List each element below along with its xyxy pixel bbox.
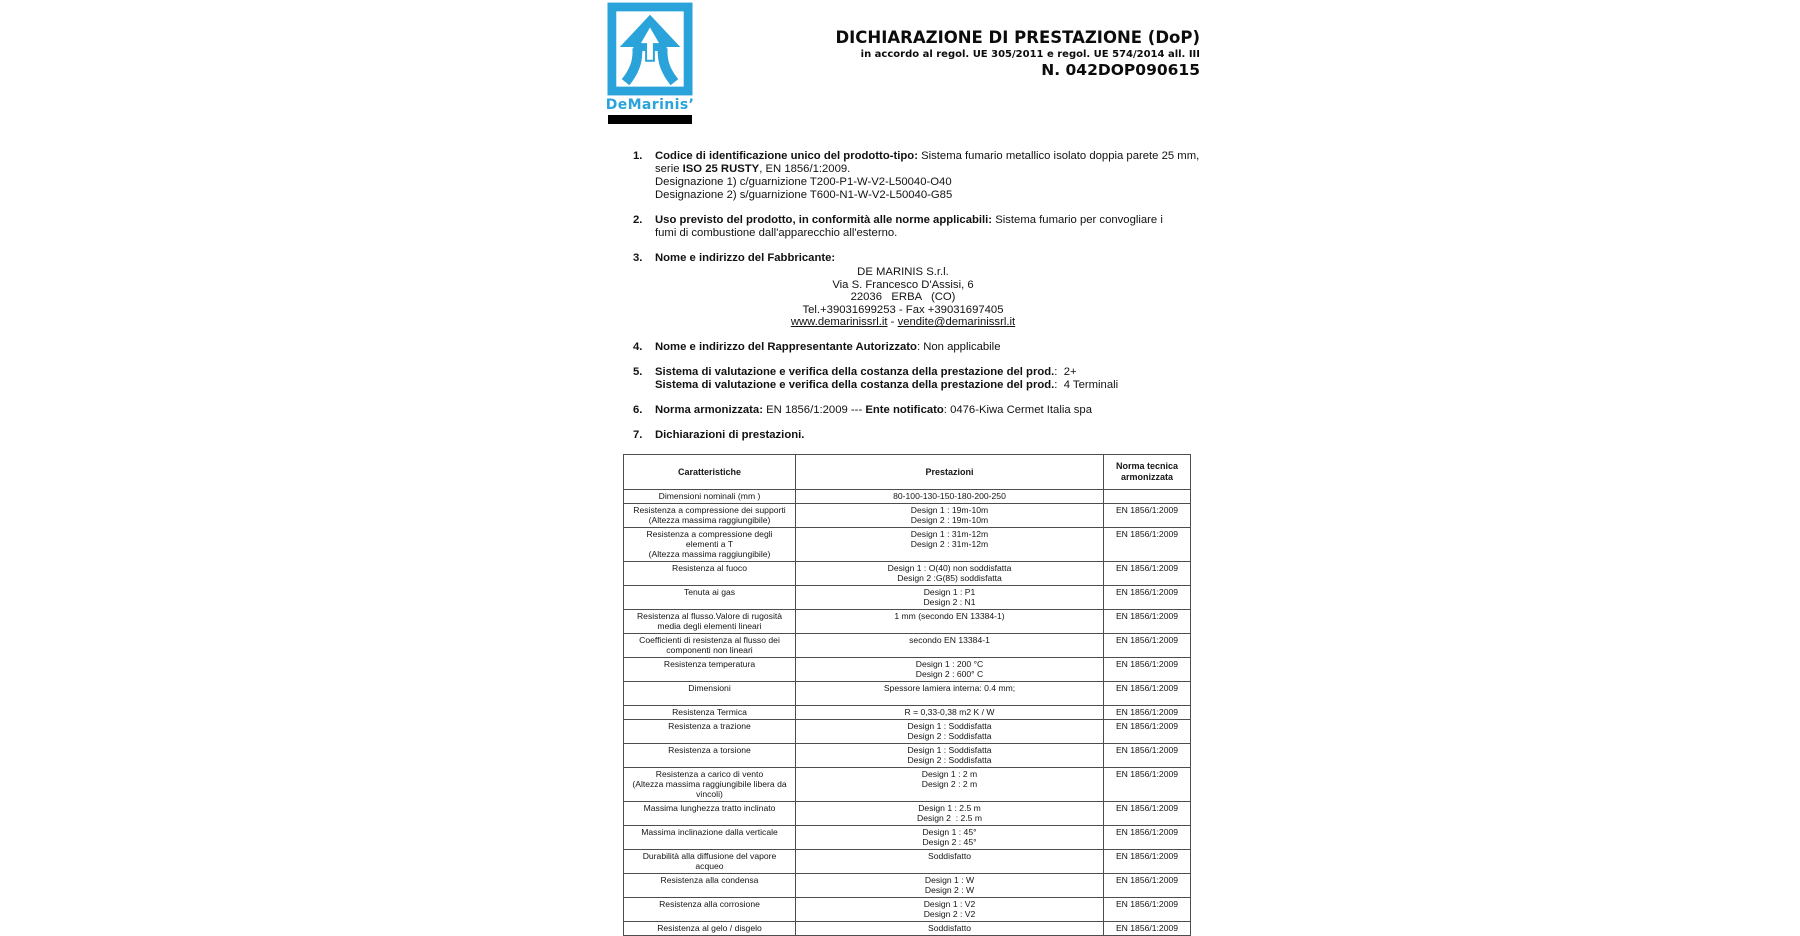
norma-cell: EN 1856/1:2009 (1104, 609, 1191, 633)
norma-cell: EN 1856/1:2009 (1104, 743, 1191, 767)
prestazioni-cell: Design 1 : 200 °C Design 2 : 600° C (796, 657, 1104, 681)
item-text (655, 366, 1201, 392)
norma-cell: EN 1856/1:2009 (1104, 657, 1191, 681)
caratteristiche-cell: Durabilità alla diffusione del vapore acqueo (624, 849, 796, 873)
caratteristiche-cell: Resistenza al fuoco (624, 561, 796, 585)
performance-table (623, 454, 1191, 936)
table-row (624, 633, 1191, 657)
prestazioni-cell: Design 1 : 19m-10m Design 2 : 19m-10m (796, 503, 1104, 527)
caratteristiche-cell: Resistenza al flusso.Valore di rugosità media degli elementi lineari (624, 609, 796, 633)
numbered-items (605, 150, 1201, 442)
caratteristiche-cell: Resistenza a compressione dei supporti (Altezza massima raggiungibile) (624, 503, 796, 527)
address-line: Via S. Francesco D'Assisi, 6 (832, 278, 974, 291)
caratteristiche-cell: Coefficienti di resistenza al flusso dei componenti non lineari (624, 633, 796, 657)
document-number: N. 042DOP090615 (1041, 61, 1200, 79)
table-row (624, 825, 1191, 849)
table-header-row (624, 454, 1191, 489)
table-row (624, 527, 1191, 561)
item-text-line: Norma armonizzata: EN 1856/1:2009 --- Ente notificato: 0476-Kiwa Cermet Italia spa (655, 403, 1092, 416)
table-row (624, 609, 1191, 633)
table-row (624, 561, 1191, 585)
prestazioni-cell: Design 1 : O(40) non soddisfatta Design 2 :G(85) soddisfatta (796, 561, 1104, 585)
prestazioni-cell: Design 1 : P1 Design 2 : N1 (796, 585, 1104, 609)
caratteristiche-cell: Resistenza a carico di vento (Altezza massima raggiungibile libera da vincoli) (624, 767, 796, 801)
prestazioni-cell: Design 1 : Soddisfatta Design 2 : Soddisfatta (796, 743, 1104, 767)
doc-item-1 (605, 150, 1201, 202)
norma-cell: EN 1856/1:2009 (1104, 801, 1191, 825)
caratteristiche-cell: Resistenza alla condensa (624, 873, 796, 897)
doc-item-6 (605, 404, 1201, 417)
doc-item-4 (605, 341, 1201, 354)
prestazioni-cell: Soddisfatto (796, 921, 1104, 935)
item-text-line: Nome e indirizzo del Fabbricante: (655, 252, 836, 264)
prestazioni-cell: R = 0,33-0,38 m2 K / W (796, 705, 1104, 719)
address-line: DE MARINIS S.r.l. (857, 266, 949, 278)
caratteristiche-cell: Massima inclinazione dalla verticale (624, 825, 796, 849)
address-line: 22036 ERBA (CO) (850, 291, 956, 304)
table-row (624, 657, 1191, 681)
manufacturer-email-link[interactable]: vendite@demarinissrl.it (897, 316, 1016, 329)
document-subtitle: in accordo al regol. UE 305/2011 e regol. UE 574/2014 all. III (860, 49, 1200, 60)
column-header-caratteristiche: Caratteristiche (624, 454, 796, 489)
doc-item-7 (605, 429, 1201, 442)
item-number: 4. (633, 340, 643, 353)
document-body (605, 150, 1201, 936)
address-line: Tel.+39031699253 - Fax +39031697405 (802, 303, 1004, 316)
table-row (624, 921, 1191, 935)
table-row (624, 767, 1191, 801)
doc-item-3 (605, 252, 1201, 329)
table-row (624, 681, 1191, 705)
prestazioni-cell: Design 1 : W Design 2 : W (796, 873, 1104, 897)
caratteristiche-cell: Resistenza a compressione degli elementi a T (Altezza massima raggiungibile) (624, 527, 796, 561)
caratteristiche-cell: Resistenza al gelo / disgelo (624, 921, 796, 935)
prestazioni-cell: 80-100-130-150-180-200-250 (796, 489, 1104, 503)
norma-cell: EN 1856/1:2009 (1104, 849, 1191, 873)
caratteristiche-cell: Resistenza a torsione (624, 743, 796, 767)
norma-cell (1104, 489, 1191, 503)
norma-cell: EN 1856/1:2009 (1104, 897, 1191, 921)
table-row (624, 503, 1191, 527)
table-row (624, 873, 1191, 897)
document-title: DICHIARAZIONE DI PRESTAZIONE (DoP) (835, 28, 1200, 47)
manufacturer-website-link[interactable]: www.demarinissrl.it (790, 316, 888, 329)
table-row (624, 743, 1191, 767)
norma-cell: EN 1856/1:2009 (1104, 633, 1191, 657)
norma-cell: EN 1856/1:2009 (1104, 719, 1191, 743)
norma-cell: EN 1856/1:2009 (1104, 585, 1191, 609)
prestazioni-cell: Design 1 : Soddisfatta Design 2 : Soddisfatta (796, 719, 1104, 743)
doc-item-5 (605, 366, 1201, 392)
prestazioni-cell: Soddisfatto (796, 849, 1104, 873)
prestazioni-cell: Spessore lamiera interna: 0.4 mm; (796, 681, 1104, 705)
item-text-line: Sistema di valutazione e verifica della costanza della prestazione del prod.: 2+ (655, 365, 1077, 378)
prestazioni-cell: Design 1 : 45° Design 2 : 45° (796, 825, 1104, 849)
prestazioni-cell: Design 1 : V2 Design 2 : V2 (796, 897, 1104, 921)
table-row (624, 705, 1191, 719)
doc-item-2 (605, 214, 1201, 240)
item-text (655, 150, 1201, 202)
prestazioni-cell: 1 mm (secondo EN 13384-1) (796, 609, 1104, 633)
table-row (624, 801, 1191, 825)
item-text (655, 214, 1201, 240)
item-number: 7. (633, 428, 643, 441)
item-number: 1. (633, 150, 643, 162)
caratteristiche-cell: Massima lunghezza tratto inclinato (624, 801, 796, 825)
link-separator: - (887, 316, 898, 329)
caratteristiche-cell: Resistenza temperatura (624, 657, 796, 681)
demarinis-logo (604, 2, 696, 124)
item-text-line: fumi di combustione dall'apparecchio all'esterno. (655, 227, 898, 239)
norma-cell: EN 1856/1:2009 (1104, 503, 1191, 527)
item-text (655, 404, 1201, 417)
item-text-line: Designazione 1) c/guarnizione T200-P1-W-V2-L50040-O40 (655, 176, 952, 188)
logo-black-bar (608, 115, 692, 124)
table-row (624, 849, 1191, 873)
norma-cell: EN 1856/1:2009 (1104, 705, 1191, 719)
item-text (655, 252, 1201, 265)
norma-cell: EN 1856/1:2009 (1104, 561, 1191, 585)
item-number: 2. (633, 214, 643, 226)
caratteristiche-cell: Dimensioni (624, 681, 796, 705)
item-text-line: Dichiarazioni di prestazioni. (655, 428, 805, 441)
prestazioni-cell: secondo EN 13384-1 (796, 633, 1104, 657)
chimney-logo-icon (607, 2, 693, 96)
prestazioni-cell: Design 1 : 2.5 m Design 2 : 2.5 m (796, 801, 1104, 825)
caratteristiche-cell: Dimensioni nominali (mm ) (624, 489, 796, 503)
item-text-line: Nome e indirizzo del Rappresentante Autorizzato: Non applicabile (655, 340, 1001, 353)
norma-cell: EN 1856/1:2009 (1104, 767, 1191, 801)
prestazioni-cell: Design 1 : 2 m Design 2 : 2 m (796, 767, 1104, 801)
item-text-line: Uso previsto del prodotto, in conformità alle norme applicabili: Sistema fumario per convogliare i (655, 214, 1163, 226)
document-header (835, 27, 1200, 80)
prestazioni-cell: Design 1 : 31m-12m Design 2 : 31m-12m (796, 527, 1104, 561)
caratteristiche-cell: Tenuta ai gas (624, 585, 796, 609)
norma-cell: EN 1856/1:2009 (1104, 527, 1191, 561)
item-text-line: Designazione 2) s/guarnizione T600-N1-W-V2-L50040-G85 (655, 189, 953, 201)
column-header-norma: Norma tecnica armonizzata (1104, 454, 1191, 489)
item-number: 5. (633, 365, 643, 378)
item-text-line: Sistema di valutazione e verifica della costanza della prestazione del prod.: 4 Terminali (655, 378, 1119, 391)
contact-links-line (605, 316, 1201, 329)
table-row (624, 897, 1191, 921)
item-text-line: serie ISO 25 RUSTY, EN 1856/1:2009. (655, 163, 851, 175)
column-header-prestazioni: Prestazioni (796, 454, 1104, 489)
item-number: 6. (633, 403, 643, 416)
item-text-line: Codice di identificazione unico del prodotto-tipo: Sistema fumario metallico isolato doppia parete 25 mm, (655, 150, 1200, 162)
caratteristiche-cell: Resistenza a trazione (624, 719, 796, 743)
item-text (655, 429, 1201, 442)
table-row (624, 585, 1191, 609)
norma-cell: EN 1856/1:2009 (1104, 825, 1191, 849)
item-text (655, 341, 1201, 354)
norma-cell: EN 1856/1:2009 (1104, 873, 1191, 897)
norma-cell: EN 1856/1:2009 (1104, 921, 1191, 935)
table-row (624, 719, 1191, 743)
caratteristiche-cell: Resistenza Termica (624, 705, 796, 719)
table-row (624, 489, 1191, 503)
caratteristiche-cell: Resistenza alla corrosione (624, 897, 796, 921)
item-number: 3. (633, 252, 643, 264)
manufacturer-address (605, 266, 1201, 329)
norma-cell: EN 1856/1:2009 (1104, 681, 1191, 705)
brand-name: DeMarinis’ (605, 97, 695, 113)
